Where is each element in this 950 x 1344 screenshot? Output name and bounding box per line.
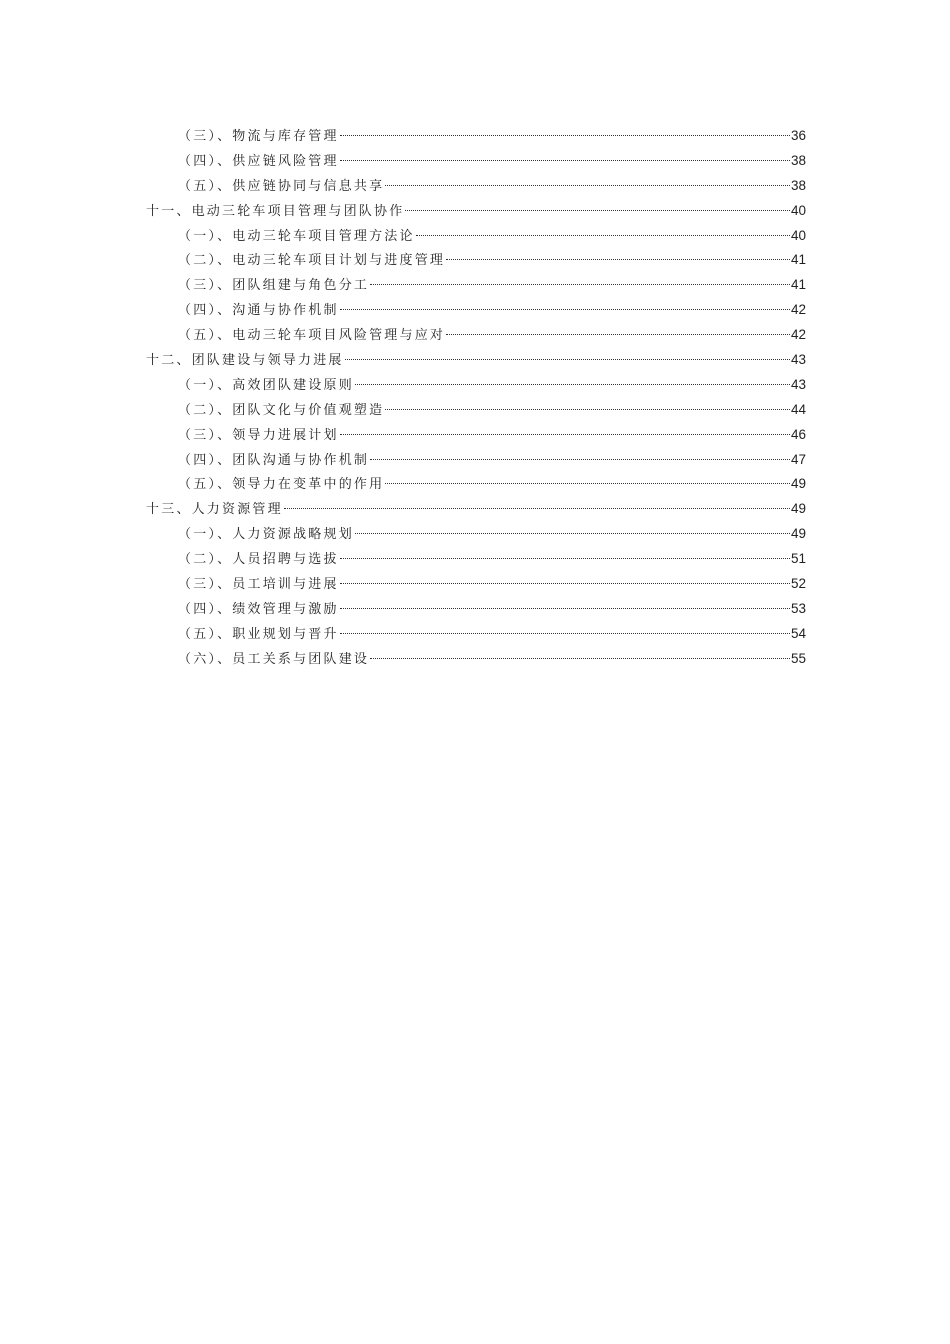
toc-entry-title: （五）、电动三轮车项目风险管理与应对 bbox=[178, 328, 446, 344]
toc-dot-leader bbox=[340, 583, 790, 584]
toc-section-entry[interactable] bbox=[146, 597, 806, 622]
toc-section-entry[interactable] bbox=[146, 298, 806, 323]
toc-section-entry[interactable] bbox=[146, 448, 806, 473]
toc-page-number: 40 bbox=[790, 227, 806, 243]
toc-dot-leader bbox=[446, 334, 790, 335]
toc-entry-title: （四）、沟通与协作机制 bbox=[178, 303, 339, 319]
toc-dot-leader bbox=[284, 508, 790, 509]
toc-entry-title: （一）、电动三轮车项目管理方法论 bbox=[178, 228, 415, 244]
toc-section-entry[interactable] bbox=[146, 647, 806, 672]
toc-dot-leader bbox=[405, 210, 790, 211]
toc-section-entry[interactable] bbox=[146, 124, 806, 149]
toc-dot-leader bbox=[370, 284, 790, 285]
toc-page-number: 52 bbox=[790, 576, 806, 592]
toc-dot-leader bbox=[370, 459, 790, 460]
toc-entry-title: 十三、人力资源管理 bbox=[146, 502, 283, 518]
toc-page-number: 36 bbox=[790, 128, 806, 143]
toc-section-entry[interactable] bbox=[146, 174, 806, 199]
toc-page-number: 53 bbox=[790, 600, 806, 616]
toc-page-number: 38 bbox=[790, 177, 806, 193]
toc-entry-title: （二）、人员招聘与选拔 bbox=[178, 552, 339, 568]
toc-section-entry[interactable] bbox=[146, 572, 806, 597]
table-of-contents bbox=[146, 124, 806, 672]
toc-page-number: 40 bbox=[790, 202, 806, 218]
toc-entry-title: （五）、供应链协同与信息共享 bbox=[178, 178, 385, 194]
toc-dot-leader bbox=[340, 309, 790, 310]
toc-dot-leader bbox=[340, 160, 790, 161]
toc-section-entry[interactable] bbox=[146, 373, 806, 398]
toc-entry-title: （四）、绩效管理与激励 bbox=[178, 601, 339, 617]
toc-entry-title: （五）、领导力在变革中的作用 bbox=[178, 477, 385, 493]
toc-dot-leader bbox=[345, 359, 790, 360]
toc-section-entry[interactable] bbox=[146, 224, 806, 249]
toc-page-number: 42 bbox=[790, 302, 806, 318]
toc-dot-leader bbox=[355, 533, 790, 534]
toc-dot-leader bbox=[355, 384, 790, 385]
toc-entry-title: （六）、员工关系与团队建设 bbox=[178, 651, 370, 667]
toc-section-entry[interactable] bbox=[146, 398, 806, 423]
toc-section-entry[interactable] bbox=[146, 323, 806, 348]
toc-page-number: 43 bbox=[790, 376, 806, 392]
toc-entry-title: （一）、人力资源战略规划 bbox=[178, 527, 354, 543]
toc-chapter-entry[interactable] bbox=[146, 348, 806, 373]
toc-dot-leader bbox=[385, 185, 790, 186]
toc-entry-title: （五）、职业规划与晋升 bbox=[178, 626, 339, 642]
toc-section-entry[interactable] bbox=[146, 273, 806, 298]
toc-dot-leader bbox=[340, 608, 790, 609]
toc-page-number: 47 bbox=[790, 451, 806, 467]
toc-entry-title: （三）、团队组建与角色分工 bbox=[178, 278, 370, 294]
toc-page-number: 55 bbox=[790, 650, 806, 666]
toc-section-entry[interactable] bbox=[146, 622, 806, 647]
toc-section-entry[interactable] bbox=[146, 149, 806, 174]
toc-page-number: 41 bbox=[790, 277, 806, 293]
toc-entry-title: （二）、电动三轮车项目计划与进度管理 bbox=[178, 253, 446, 269]
toc-entry-title: （三）、领导力进展计划 bbox=[178, 427, 339, 443]
toc-page-number: 42 bbox=[790, 327, 806, 343]
toc-dot-leader bbox=[446, 259, 790, 260]
toc-page-number: 51 bbox=[790, 551, 806, 567]
toc-page-number: 44 bbox=[790, 401, 806, 417]
toc-dot-leader bbox=[340, 558, 790, 559]
toc-page-number: 54 bbox=[790, 625, 806, 641]
toc-dot-leader bbox=[416, 235, 790, 236]
toc-section-entry[interactable] bbox=[146, 547, 806, 572]
toc-section-entry[interactable] bbox=[146, 248, 806, 273]
toc-entry-title: （三）、员工培训与进展 bbox=[178, 577, 339, 593]
toc-page-number: 49 bbox=[790, 501, 806, 517]
toc-dot-leader bbox=[340, 434, 790, 435]
toc-page-number: 38 bbox=[790, 152, 806, 168]
toc-section-entry[interactable] bbox=[146, 522, 806, 547]
toc-entry-title: （三）、物流与库存管理 bbox=[178, 129, 339, 144]
toc-entry-title: （四）、团队沟通与协作机制 bbox=[178, 452, 370, 468]
toc-dot-leader bbox=[340, 633, 790, 634]
toc-page-number: 43 bbox=[790, 352, 806, 368]
toc-chapter-entry[interactable] bbox=[146, 199, 806, 224]
toc-dot-leader bbox=[385, 409, 790, 410]
toc-entry-title: （一）、高效团队建设原则 bbox=[178, 377, 354, 393]
toc-entry-title: （二）、团队文化与价值观塑造 bbox=[178, 402, 385, 418]
toc-section-entry[interactable] bbox=[146, 423, 806, 448]
toc-page-number: 46 bbox=[790, 426, 806, 442]
toc-entry-title: 十二、团队建设与领导力进展 bbox=[146, 353, 344, 369]
toc-page-number: 41 bbox=[790, 252, 806, 268]
toc-chapter-entry[interactable] bbox=[146, 497, 806, 522]
toc-entry-title: 十一、电动三轮车项目管理与团队协作 bbox=[146, 203, 405, 219]
toc-entry-title: （四）、供应链风险管理 bbox=[178, 153, 339, 169]
toc-dot-leader bbox=[370, 658, 790, 659]
toc-page-number: 49 bbox=[790, 476, 806, 492]
toc-dot-leader bbox=[340, 135, 790, 136]
toc-page-number: 49 bbox=[790, 526, 806, 542]
toc-section-entry[interactable] bbox=[146, 472, 806, 497]
toc-dot-leader bbox=[385, 483, 790, 484]
